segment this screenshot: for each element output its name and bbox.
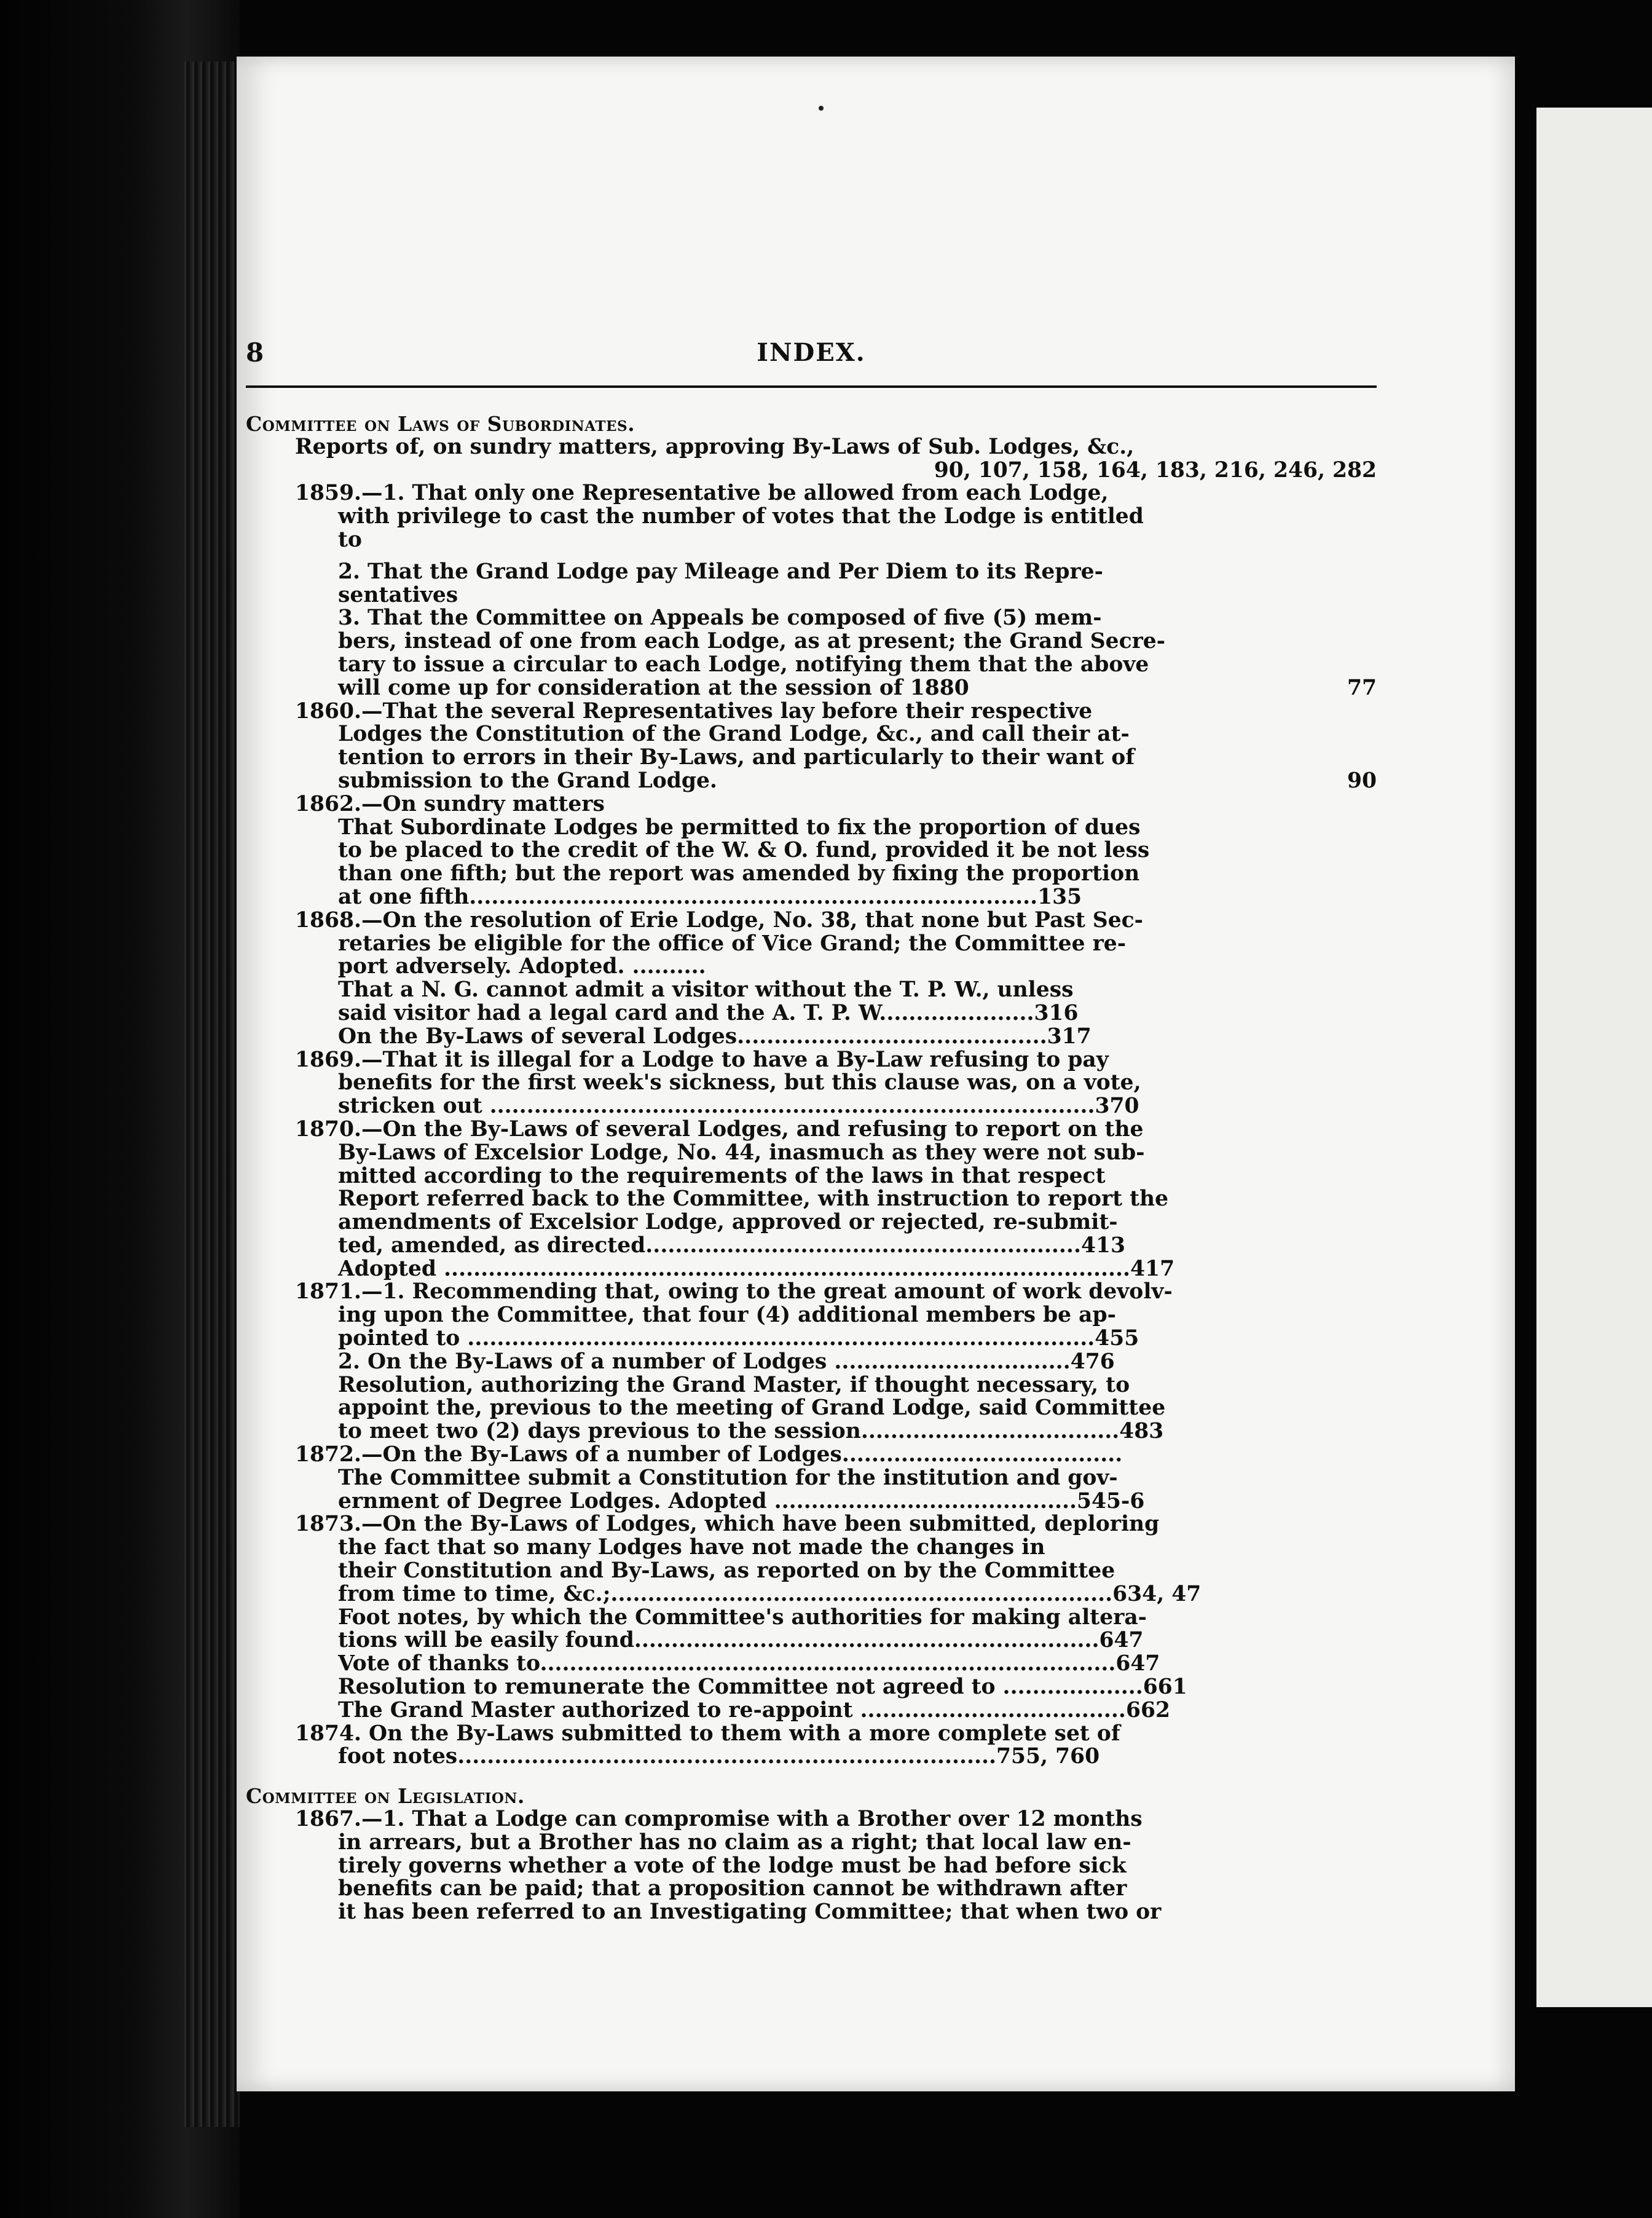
entry-text: tions will be easily found...............................................................647 <box>338 1628 1144 1653</box>
index-entry-line <box>246 653 1377 677</box>
entry-text: will come up for consideration at the session of 1880 <box>338 675 969 700</box>
index-entry-line <box>246 1258 1377 1281</box>
entry-text: That Subordinate Lodges be permitted to fix the proportion of dues <box>338 815 1141 840</box>
entry-text: The Grand Master authorized to re-appoint ....................................662 <box>338 1697 1170 1723</box>
entry-text: 1870.—On the By-Laws of several Lodges, and refusing to report on the <box>295 1116 1144 1142</box>
index-entry-line <box>246 561 1377 584</box>
entry-text: to be placed to the credit of the W. & O. fund, provided it be not less <box>338 838 1150 863</box>
index-entry-line <box>246 607 1377 630</box>
entry-text: That a N. G. cannot admit a visitor without the T. P. W., unless <box>338 977 1074 1003</box>
entry-text: The Committee submit a Constitution for the institution and gov- <box>338 1465 1118 1490</box>
index-entry-line <box>246 1025 1377 1049</box>
index-entry-line <box>246 529 1377 552</box>
index-entry-line <box>246 1745 1377 1769</box>
index-entries <box>246 409 1377 1924</box>
entry-text: 2. On the By-Laws of a number of Lodges ................................476 <box>338 1349 1115 1374</box>
page-header <box>246 329 1377 378</box>
index-entry-line <box>246 1877 1377 1901</box>
entry-text: Lodges the Constitution of the Grand Lodge, &c., and call their at- <box>338 722 1130 747</box>
index-entry-line <box>246 1723 1377 1746</box>
entry-text: 1860.—That the several Representatives lay before their respective <box>295 698 1093 724</box>
entry-text: to <box>338 527 362 552</box>
index-entry-line <box>246 1095 1377 1118</box>
entry-text: Foot notes, by which the Committee's authorities for making altera- <box>338 1604 1147 1630</box>
index-entry-line <box>246 630 1377 653</box>
section-heading: Committee on Legislation. <box>246 1784 525 1809</box>
index-entry-line <box>246 1374 1377 1397</box>
index-entry-line <box>246 1676 1377 1699</box>
entry-text: tention to errors in their By-Laws, and particularly to their want of <box>338 745 1135 770</box>
index-entry-line <box>246 459 1377 483</box>
entry-text: 1862.—On sundry matters <box>295 791 605 816</box>
entry-text: said visitor had a legal card and the A. T. P. W.....................316 <box>338 1000 1079 1025</box>
entry-text: 1873.—On the By-Laws of Lodges, which have been submitted, deploring <box>295 1512 1160 1537</box>
entry-text: Resolution, authorizing the Grand Master, if thought necessary, to <box>338 1372 1130 1397</box>
index-entry-line <box>246 482 1377 505</box>
index-entry-line <box>246 700 1377 724</box>
entry-text: sentatives <box>338 582 458 607</box>
index-entry-line <box>246 1443 1377 1467</box>
entry-text: On the By-Laws of several Lodges..........................................317 <box>338 1024 1092 1049</box>
entry-text: in arrears, but a Brother has no claim as a right; that local law en- <box>338 1829 1131 1855</box>
entry-text: their Constitution and By-Laws, as reported on by the Committee <box>338 1558 1115 1584</box>
entry-text: stricken out ..................................................................................370 <box>338 1094 1139 1119</box>
index-entry-line <box>246 1281 1377 1304</box>
index-entry-line <box>246 793 1377 816</box>
ink-speck <box>819 106 824 111</box>
entry-text: 1872.—On the By-Laws of a number of Lodges...................................... <box>295 1442 1123 1467</box>
entry-text: appoint the, previous to the meeting of Grand Lodge, said Committee <box>338 1395 1166 1421</box>
section-heading: Committee on Laws of Subordinates. <box>246 412 635 436</box>
entry-text: 2. That the Grand Lodge pay Mileage and Per Diem to its Repre- <box>338 559 1103 584</box>
entry-page-refs: 90 <box>1347 768 1377 793</box>
entry-text: ernment of Degree Lodges. Adopted .........................................545-6 <box>338 1488 1145 1514</box>
entry-text: 1871.—1. Recommending that, owing to the great amount of work devolv- <box>295 1279 1173 1304</box>
index-entry-line <box>246 816 1377 840</box>
entry-text: Vote of thanks to..............................................................................647 <box>338 1651 1160 1676</box>
entry-text: ing upon the Committee, that four (4) additional members be ap- <box>338 1303 1116 1328</box>
index-entry-line <box>246 677 1377 700</box>
entry-text: benefits for the first week's sickness, but this clause was, on a vote, <box>338 1070 1141 1095</box>
index-entry-line <box>246 1351 1377 1374</box>
entry-text: By-Laws of Excelsior Lodge, No. 44, inasmuch as they were not sub- <box>338 1140 1145 1165</box>
entry-text: submission to the Grand Lodge. <box>338 768 717 793</box>
entry-text: Resolution to remunerate the Committee not agreed to ...................661 <box>338 1675 1187 1700</box>
entry-text: port adversely. Adopted. .......... <box>338 954 706 979</box>
entry-text: 1867.—1. That a Lodge can compromise with a Brother over 12 months <box>295 1807 1143 1832</box>
entry-text: 3. That the Committee on Appeals be composed of five (5) mem- <box>338 606 1102 631</box>
index-entry-line <box>246 1211 1377 1234</box>
index-entry-line <box>246 955 1377 979</box>
index-page-content <box>246 329 1377 1925</box>
entry-text: tirely governs whether a vote of the lodge must be had before sick <box>338 1853 1127 1878</box>
entry-text: benefits can be paid; that a proposition cannot be withdrawn after <box>338 1876 1127 1901</box>
index-entry-line <box>246 1420 1377 1443</box>
entry-text: from time to time, &c.;....................................................................634, 47 <box>338 1581 1202 1606</box>
index-entry-line <box>246 1652 1377 1676</box>
index-entry-line <box>246 723 1377 746</box>
index-entry-line <box>246 933 1377 956</box>
index-entry-line <box>246 839 1377 862</box>
entry-text: with privilege to cast the number of votes that the Lodge is entitled <box>338 504 1144 529</box>
entry-page-refs: 90, 107, 158, 164, 183, 216, 246, 282 <box>934 457 1377 483</box>
entry-text: tary to issue a circular to each Lodge, notifying them that the above <box>338 652 1149 677</box>
index-entry-line <box>246 505 1377 529</box>
index-entry-line <box>246 979 1377 1002</box>
index-entry-line <box>246 1304 1377 1327</box>
page-title: INDEX. <box>757 338 866 367</box>
index-entry-line <box>246 1831 1377 1855</box>
index-entry-line <box>246 1188 1377 1211</box>
index-entry-line <box>246 770 1377 793</box>
entry-text: Adopted .............................................................................................417 <box>338 1256 1175 1281</box>
entry-text: the fact that so many Lodges have not made the changes in <box>338 1535 1045 1560</box>
entry-text: pointed to .....................................................................................455 <box>338 1326 1139 1351</box>
index-entry-line <box>246 1901 1377 1924</box>
index-entry-line <box>246 1606 1377 1630</box>
entry-text: at one fifth.............................................................................135 <box>338 884 1082 909</box>
index-entry-line <box>246 1002 1377 1025</box>
entry-text: to meet two (2) days previous to the session...................................483 <box>338 1419 1164 1444</box>
index-entry-line <box>246 584 1377 607</box>
index-entry-line <box>246 1165 1377 1188</box>
index-entry-line <box>246 1629 1377 1652</box>
facing-page-edge <box>1536 108 1652 2007</box>
entry-text: mitted according to the requirements of the laws in that respect <box>338 1163 1106 1188</box>
entry-text: Report referred back to the Committee, with instruction to report the <box>338 1186 1169 1212</box>
index-entry-line <box>246 862 1377 886</box>
entry-text: it has been referred to an Investigating Committee; that when two or <box>338 1900 1162 1925</box>
entry-text: retaries be eligible for the office of Vice Grand; the Committee re- <box>338 931 1127 956</box>
index-entry-line <box>246 1808 1377 1831</box>
index-entry-line <box>246 1490 1377 1514</box>
index-entry-line <box>246 1583 1377 1606</box>
index-entry-line <box>246 1560 1377 1583</box>
index-entry-line <box>246 1072 1377 1095</box>
entry-text: 1868.—On the resolution of Erie Lodge, No. 38, that none but Past Sec- <box>295 907 1143 933</box>
page-edges <box>184 61 240 2127</box>
entry-text: amendments of Excelsior Lodge, approved or rejected, re-submit- <box>338 1210 1118 1235</box>
entry-text: 1869.—That it is illegal for a Lodge to have a By-Law refusing to pay <box>295 1047 1109 1072</box>
index-entry-line <box>246 1467 1377 1490</box>
entry-text: bers, instead of one from each Lodge, as at present; the Grand Secre- <box>338 629 1166 654</box>
index-entry-line <box>246 746 1377 770</box>
index-entry-line <box>246 1142 1377 1165</box>
index-entry-line <box>246 1536 1377 1560</box>
index-entry-line <box>246 909 1377 933</box>
index-entry-line <box>246 1855 1377 1878</box>
header-rule <box>246 385 1377 388</box>
index-entry-line <box>246 1118 1377 1142</box>
entry-text: 1874. On the By-Laws submitted to them with a more complete set of <box>295 1721 1120 1746</box>
entry-text: 1859.—1. That only one Representative be allowed from each Lodge, <box>295 481 1109 506</box>
index-entry-line <box>246 1327 1377 1351</box>
index-entry-line <box>246 436 1377 459</box>
entry-text: ted, amended, as directed...........................................................413 <box>338 1233 1125 1258</box>
entry-page-refs: 77 <box>1347 675 1377 700</box>
index-entry-line <box>246 1397 1377 1420</box>
index-entry-line <box>246 1513 1377 1536</box>
index-entry-line <box>246 886 1377 909</box>
entry-text: Reports of, on sundry matters, approving By-Laws of Sub. Lodges, &c., <box>295 434 1135 459</box>
index-entry-line <box>246 1699 1377 1723</box>
entry-text: than one fifth; but the report was amended by fixing the proportion <box>338 861 1140 886</box>
page-number: 8 <box>246 337 264 368</box>
entry-text: foot notes.........................................................................755, 760 <box>338 1744 1100 1769</box>
index-entry-line <box>246 1049 1377 1072</box>
index-entry-line <box>246 1234 1377 1258</box>
